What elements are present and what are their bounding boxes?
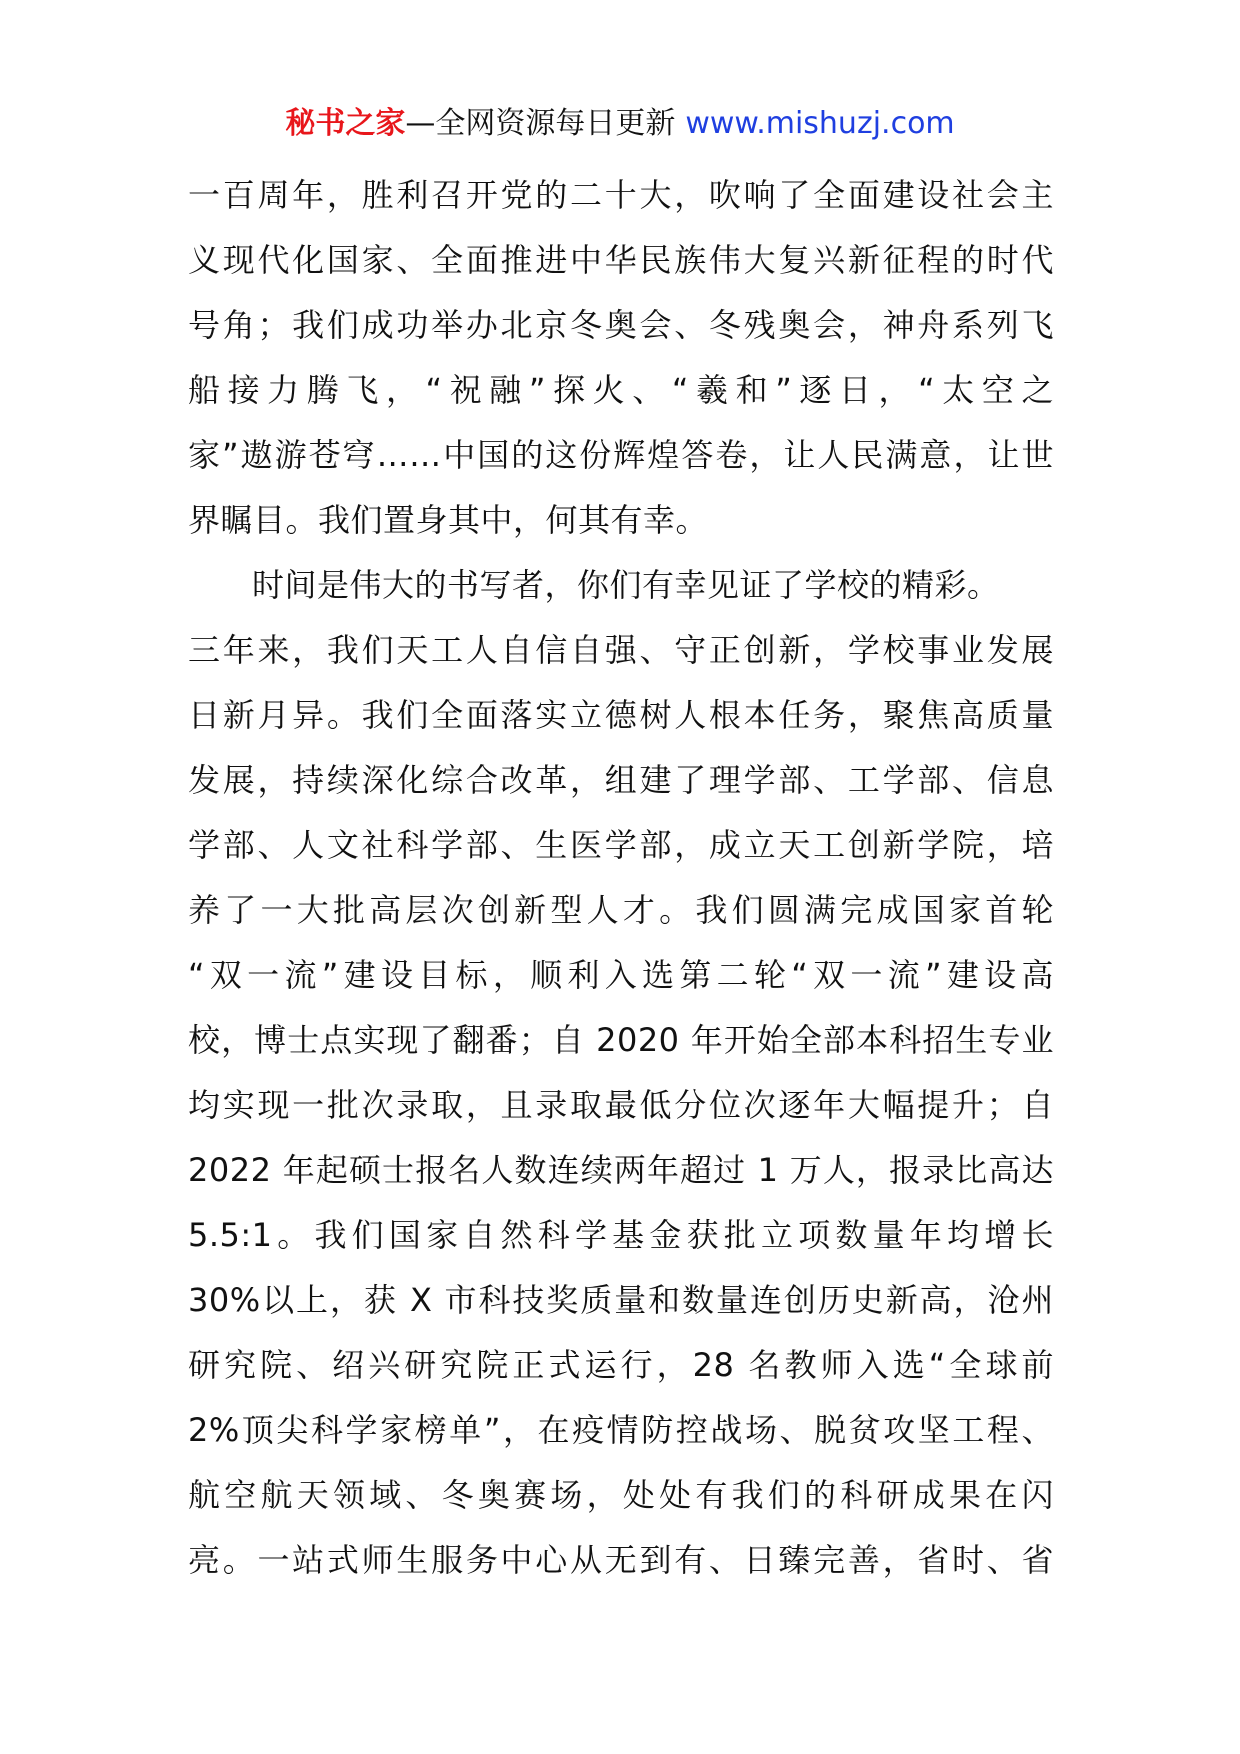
text-line: 30%以上，获 X 市科技奖质量和数量连创历史新高，沧州: [188, 1281, 1054, 1319]
header-tagline: —全网资源每日更新: [405, 106, 676, 141]
text-line: 三年来，我们天工人自信自强、守正创新，学校事业发展: [188, 631, 1054, 669]
text-line-paragraph-end: 界瞩目。我们置身其中，何其有幸。: [188, 501, 709, 539]
text-line: 研究院、绍兴研究院正式运行，28 名教师入选“全球前: [188, 1346, 1054, 1384]
text-line: 学部、人文社科学部、生医学部，成立天工创新学院，培: [188, 826, 1054, 864]
text-line: 亮。一站式师生服务中心从无到有、日臻完善，省时、省: [188, 1541, 1054, 1579]
text-line: 航空航天领域、冬奥赛场，处处有我们的科研成果在闪: [188, 1476, 1054, 1514]
brand-name: 秘书之家: [285, 106, 406, 141]
text-line: 发展，持续深化综合改革，组建了理学部、工学部、信息: [188, 761, 1054, 799]
text-line-paragraph-start: 时间是伟大的书写者，你们有幸见证了学校的精彩。: [252, 566, 1000, 604]
text-line: 5.5:1。我们国家自然科学基金获批立项数量年均增长: [188, 1216, 1054, 1254]
text-line: 日新月异。我们全面落实立德树人根本任务，聚焦高质量: [188, 696, 1054, 734]
page-header: [0, 104, 1240, 144]
text-line: 家”遨游苍穹……中国的这份辉煌答卷，让人民满意，让世: [188, 436, 1054, 474]
text-line: 义现代化国家、全面推进中华民族伟大复兴新征程的时代: [188, 241, 1054, 279]
text-line: 2%顶尖科学家榜单”，在疫情防控战场、脱贫攻坚工程、: [188, 1411, 1054, 1449]
text-line: 船接力腾飞，“祝融”探火、“羲和”逐日，“太空之: [188, 371, 1054, 409]
document-body: [188, 163, 1054, 1593]
text-line: 均实现一批次录取，且录取最低分位次逐年大幅提升；自: [188, 1086, 1054, 1124]
text-line: 一百周年，胜利召开党的二十大，吹响了全面建设社会主: [188, 176, 1054, 214]
text-line: 校，博士点实现了翻番；自 2020 年开始全部本科招生专业: [188, 1021, 1054, 1059]
text-line: “双一流”建设目标，顺利入选第二轮“双一流”建设高: [188, 956, 1054, 994]
text-line: 2022 年起硕士报名人数连续两年超过 1 万人，报录比高达: [188, 1151, 1054, 1189]
text-line: 号角；我们成功举办北京冬奥会、冬残奥会，神舟系列飞: [188, 306, 1054, 344]
text-line: 养了一大批高层次创新型人才。我们圆满完成国家首轮: [188, 891, 1054, 929]
header-url[interactable]: www.mishuzj.com: [685, 106, 955, 141]
